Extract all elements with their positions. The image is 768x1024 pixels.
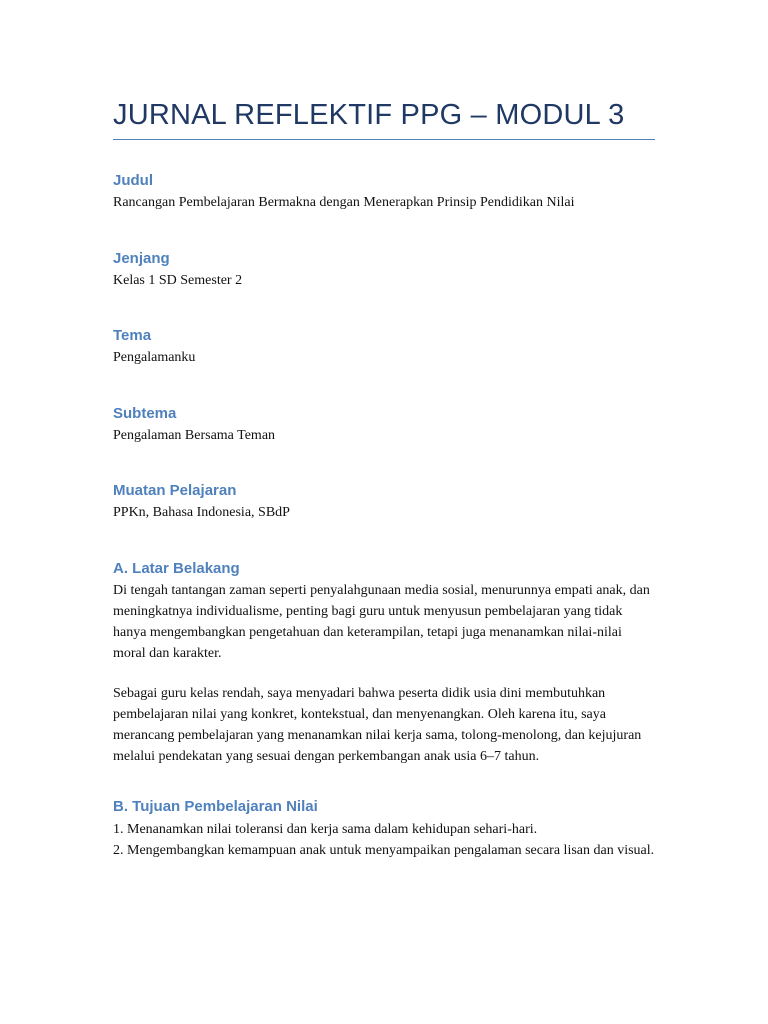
paragraph: Sebagai guru kelas rendah, saya menyadari bahwa peserta didik usia dini membutuhkan pembelajaran nilai yang konkret, kontekstual, dan menyenangkan. Oleh karena itu, saya merancang pembelajaran yang menanamkan nilai kerja sama, tolong-menolong, dan kejujuran melalui pendekatan yang sesuai dengan perkembangan anak usia 6–7 tahun.: [113, 685, 642, 764]
field-value: Rancangan Pembelajaran Bermakna dengan Menerapkan Prinsip Pendidikan Nilai: [113, 195, 575, 210]
field-value: Pengalamanku: [113, 350, 196, 365]
field-judul: [113, 170, 655, 248]
field-tema: [113, 325, 655, 403]
section-latar-belakang: [113, 558, 655, 767]
section-tujuan-pembelajaran: [113, 796, 655, 861]
title-underline: [113, 139, 655, 140]
field-label: Tema: [113, 327, 152, 344]
document-title: JURNAL REFLEKTIF PPG – MODUL 3: [113, 99, 625, 131]
list-item: 2. Mengembangkan kemampuan anak untuk menyampaikan pengalaman secara lisan dan visual.: [113, 842, 655, 858]
paragraph: Di tengah tantangan zaman seperti penyalahgunaan media sosial, menurunnya empati anak, dan meningkatnya individualisme, penting bagi guru untuk menyusun pembelajaran yang tidak hanya mengembangkan pengetahuan dan keterampilan, tetapi juga menanamkan nilai-nilai moral dan karakter.: [113, 582, 650, 661]
list-item: 1. Menanamkan nilai toleransi dan kerja sama dalam kehidupan sehari-hari.: [113, 821, 538, 837]
field-label: Judul: [113, 172, 153, 189]
field-jenjang: [113, 248, 655, 326]
field-value: Kelas 1 SD Semester 2: [113, 272, 243, 288]
field-label: Subtema: [113, 404, 177, 422]
field-muatan-pelajaran: [113, 480, 655, 558]
section-heading: A. Latar Belakang: [113, 559, 240, 577]
field-subtema: [113, 403, 655, 481]
field-value: PPKn, Bahasa Indonesia, SBdP: [113, 505, 290, 520]
field-label: Jenjang: [113, 249, 170, 267]
field-label: Muatan Pelajaran: [113, 482, 237, 499]
document-content: [113, 170, 655, 861]
field-value: Pengalaman Bersama Teman: [113, 427, 276, 443]
section-heading: B. Tujuan Pembelajaran Nilai: [113, 797, 318, 815]
